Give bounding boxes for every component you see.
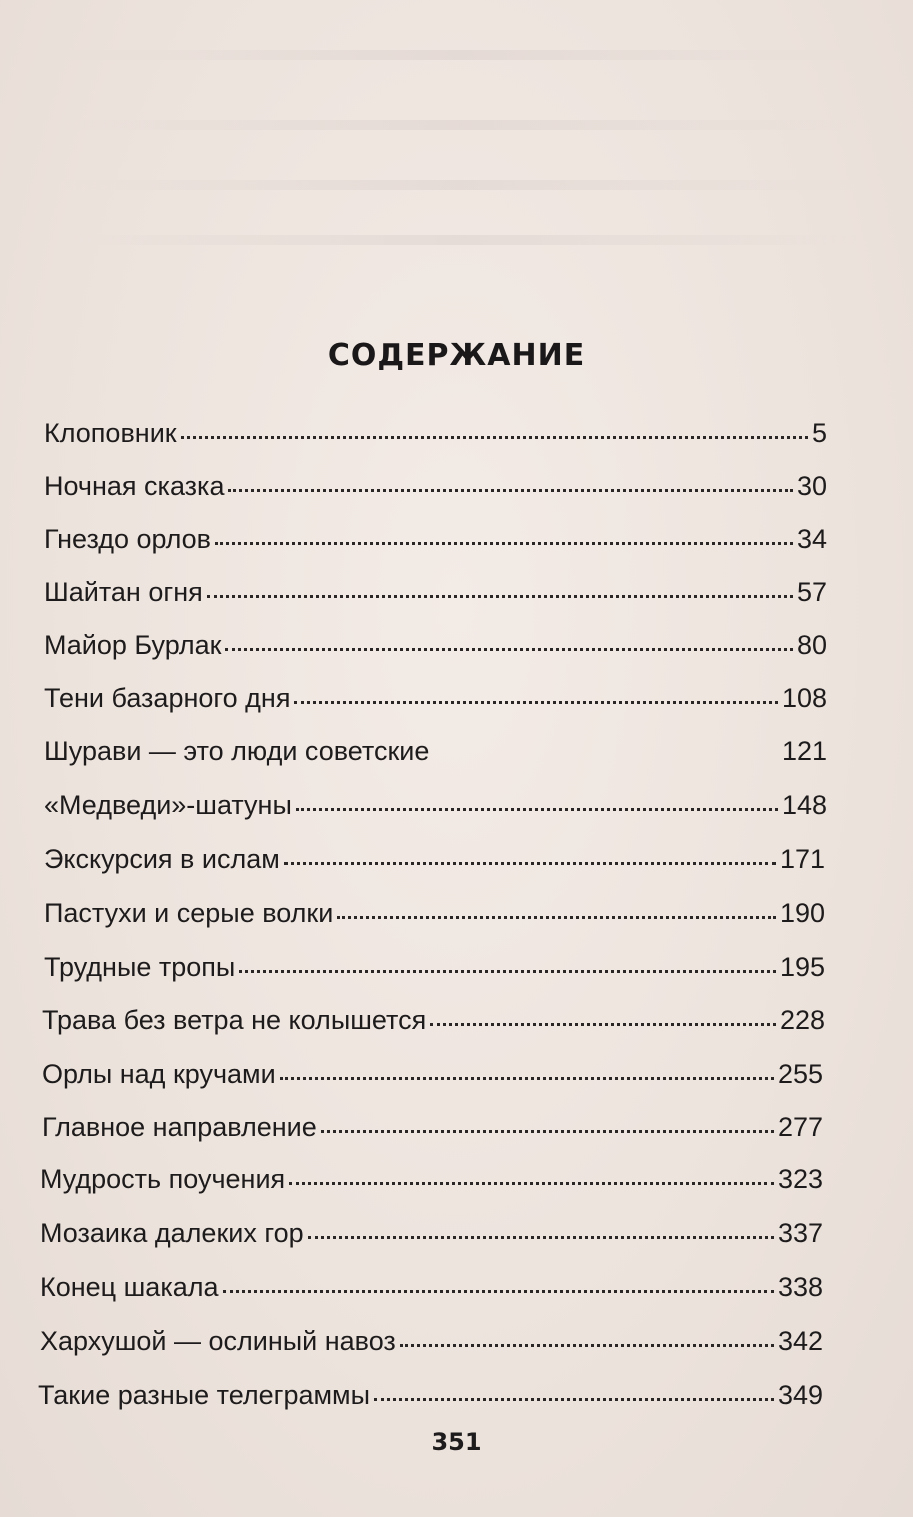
toc-entry-page: 255 xyxy=(777,1059,823,1089)
dot-leader xyxy=(337,896,776,919)
toc-entry-page: 148 xyxy=(781,790,827,820)
dot-leader xyxy=(294,681,777,704)
toc-entry xyxy=(44,577,827,608)
toc-entry-page: 277 xyxy=(777,1112,823,1142)
dot-leader xyxy=(430,1003,776,1026)
bleed-through-line xyxy=(60,180,860,190)
toc-entry-title: Мозаика далеких гор xyxy=(40,1218,304,1248)
toc-entry-page: 171 xyxy=(779,844,825,874)
toc-entry-title: Майор Бурлак xyxy=(44,630,222,660)
toc-entry xyxy=(42,1112,823,1143)
dot-leader xyxy=(225,628,793,651)
toc-entry-title: Мудрость поучения xyxy=(40,1164,286,1194)
dot-leader xyxy=(433,737,778,757)
toc-entry-page: 342 xyxy=(777,1326,823,1356)
toc-entry xyxy=(38,1380,823,1411)
toc-entry-title: Трудные тропы xyxy=(44,952,236,982)
toc-entry-title: Конец шакала xyxy=(40,1272,219,1302)
toc-entry-title: Такие разные телеграммы xyxy=(38,1380,371,1410)
toc-entry xyxy=(44,736,827,767)
dot-leader xyxy=(223,1270,774,1293)
toc-entry xyxy=(40,1272,823,1303)
bleed-through-line xyxy=(60,235,860,245)
toc-entry-page: 121 xyxy=(781,736,827,766)
toc-entry-title: Клоповник xyxy=(44,418,177,448)
bleed-through-line xyxy=(60,120,860,130)
toc-entry-title: Гнездо орлов xyxy=(44,524,212,554)
toc-entry-page: 195 xyxy=(779,952,825,982)
toc-entry-title: Хархушой — ослиный навоз xyxy=(40,1326,396,1356)
toc-entry xyxy=(44,790,827,821)
toc-entry-title: Трава без ветра не колышется xyxy=(42,1005,427,1035)
dot-leader xyxy=(400,1324,774,1347)
toc-entry-page: 338 xyxy=(777,1272,823,1302)
toc-entry-title: Шайтан огня xyxy=(44,577,203,607)
toc-entry xyxy=(42,1005,825,1036)
dot-leader xyxy=(207,575,793,598)
toc-entry xyxy=(44,630,827,661)
dot-leader xyxy=(239,950,776,973)
dot-leader xyxy=(284,842,776,865)
toc-entry xyxy=(44,683,827,714)
toc-entry-title: «Медведи»-шатуны xyxy=(44,790,292,820)
toc-entry-page: 5 xyxy=(811,418,827,448)
toc-entry-page: 228 xyxy=(779,1005,825,1035)
page-title: СОДЕРЖАНИЕ xyxy=(327,338,586,373)
toc-entry-page: 34 xyxy=(796,524,827,554)
toc-entry-page: 323 xyxy=(777,1164,823,1194)
toc-entry-page: 30 xyxy=(796,471,827,501)
toc-entry xyxy=(44,952,825,983)
dot-leader xyxy=(228,469,792,492)
toc-entry xyxy=(44,418,827,449)
toc-entry-title: Экскурсия в ислам xyxy=(44,844,280,874)
toc-entry-page: 190 xyxy=(779,898,825,928)
toc-entry-title: Тени базарного дня xyxy=(44,683,291,713)
page-number: 351 xyxy=(431,1428,482,1456)
toc-entry-page: 108 xyxy=(781,683,827,713)
toc-entry xyxy=(42,1059,823,1090)
toc-entry-title: Шурави — это люди советские xyxy=(44,736,430,766)
dot-leader xyxy=(308,1216,774,1239)
dot-leader xyxy=(321,1110,774,1133)
bleed-through-line xyxy=(60,50,860,60)
toc-entry-title: Орлы над кручами xyxy=(42,1059,276,1089)
dot-leader xyxy=(181,416,808,439)
toc-entry xyxy=(44,471,827,502)
toc-entry-title: Главное направление xyxy=(42,1112,317,1142)
toc-entry xyxy=(44,844,825,875)
dot-leader xyxy=(374,1378,774,1401)
dot-leader xyxy=(296,788,778,811)
toc-entry-page: 57 xyxy=(796,577,827,607)
toc-entry xyxy=(44,898,825,929)
toc-entry xyxy=(40,1218,823,1249)
toc-entry-title: Ночная сказка xyxy=(44,471,225,501)
toc-entry xyxy=(40,1164,823,1195)
dot-leader xyxy=(280,1057,774,1080)
toc-entry-page: 349 xyxy=(777,1380,823,1410)
dot-leader xyxy=(289,1162,774,1185)
toc-entry-page: 80 xyxy=(796,630,827,660)
toc-entry-page: 337 xyxy=(777,1218,823,1248)
toc-entry-title: Пастухи и серые волки xyxy=(44,898,334,928)
toc-entry xyxy=(44,524,827,555)
dot-leader xyxy=(215,522,793,545)
toc-entry xyxy=(40,1326,823,1357)
